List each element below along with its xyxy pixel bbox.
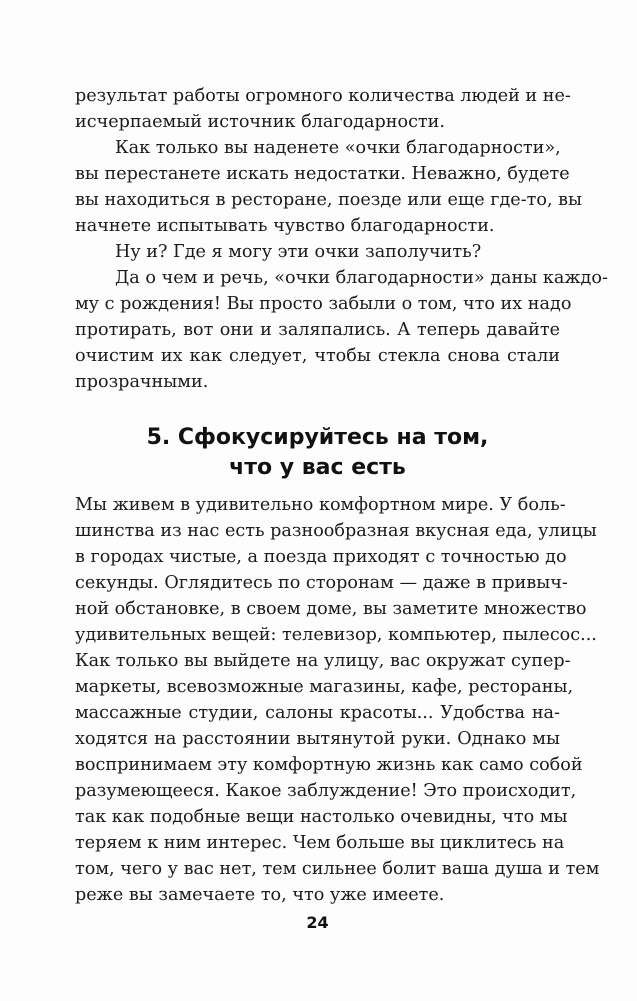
text-line: в городах чистые, а поезда приходят с точностью до — [75, 547, 567, 567]
text-line: разумеющееся. Какое заблуждение! Это происходит, — [75, 781, 577, 801]
text-line: начнете испытывать чувство благодарности. — [75, 216, 495, 236]
text-line: результат работы огромного количества людей и не- — [75, 86, 571, 106]
text-line: воспринимаем эту комфортную жизнь как само собой — [75, 755, 583, 775]
text-line: прозрачными. — [75, 372, 209, 392]
text-line: маркеты, всевозможные магазины, кафе, рестораны, — [75, 677, 574, 697]
text-line: Как только вы выйдете на улицу, вас окружат супер- — [75, 651, 571, 671]
text-line: так как подобные вещи настолько очевидны, что мы — [75, 807, 568, 827]
text-line: му с рождения! Вы просто забыли о том, что их надо — [75, 294, 572, 314]
text-line: Да о чем и речь, «очки благодарности» даны каждо- — [115, 268, 608, 288]
text-line: протирать, вот они и заляпались. А теперь давайте — [75, 320, 560, 340]
text-line: исчерпаемый источник благодарности. — [75, 112, 445, 132]
text-line: ной обстановке, в своем доме, вы заметите множество — [75, 599, 587, 619]
section-heading-line-1: 5. Сфокусируйтесь на том, — [146, 425, 489, 450]
section-heading-line-2: что у вас есть — [229, 455, 406, 480]
text-line: шинства из нас есть разнообразная вкусная еда, улицы — [75, 521, 597, 541]
text-line: секунды. Оглядитесь по сторонам — даже в привыч- — [75, 573, 568, 593]
text-line: Мы живем в удивительно комфортном мире. У боль- — [75, 495, 566, 515]
text-line: вы находиться в ресторане, поезде или еще где-то, вы — [75, 190, 583, 210]
text-line: массажные студии, салоны красоты... Удобства на- — [75, 703, 560, 723]
text-line: Ну и? Где я могу эти очки заполучить? — [115, 242, 482, 262]
text-line: Как только вы наденете «очки благодарности», — [115, 138, 561, 158]
text-line: очистим их как следует, чтобы стекла снова стали — [75, 346, 560, 366]
text-line: теряем к ним интерес. Чем больше вы циклитесь на — [75, 833, 565, 853]
text-line: удивительных вещей: телевизор, компьютер, пылесос... — [75, 625, 597, 645]
text-line: реже вы замечаете то, что уже имеете. — [75, 885, 445, 905]
text-line: ходятся на расстоянии вытянутой руки. Однако мы — [75, 729, 560, 749]
page-number: 24 — [306, 913, 329, 932]
text-line: вы перестанете искать недостатки. Неважно, будете — [75, 164, 570, 184]
text-line: том, чего у вас нет, тем сильнее болит ваша душа и тем — [75, 859, 600, 879]
